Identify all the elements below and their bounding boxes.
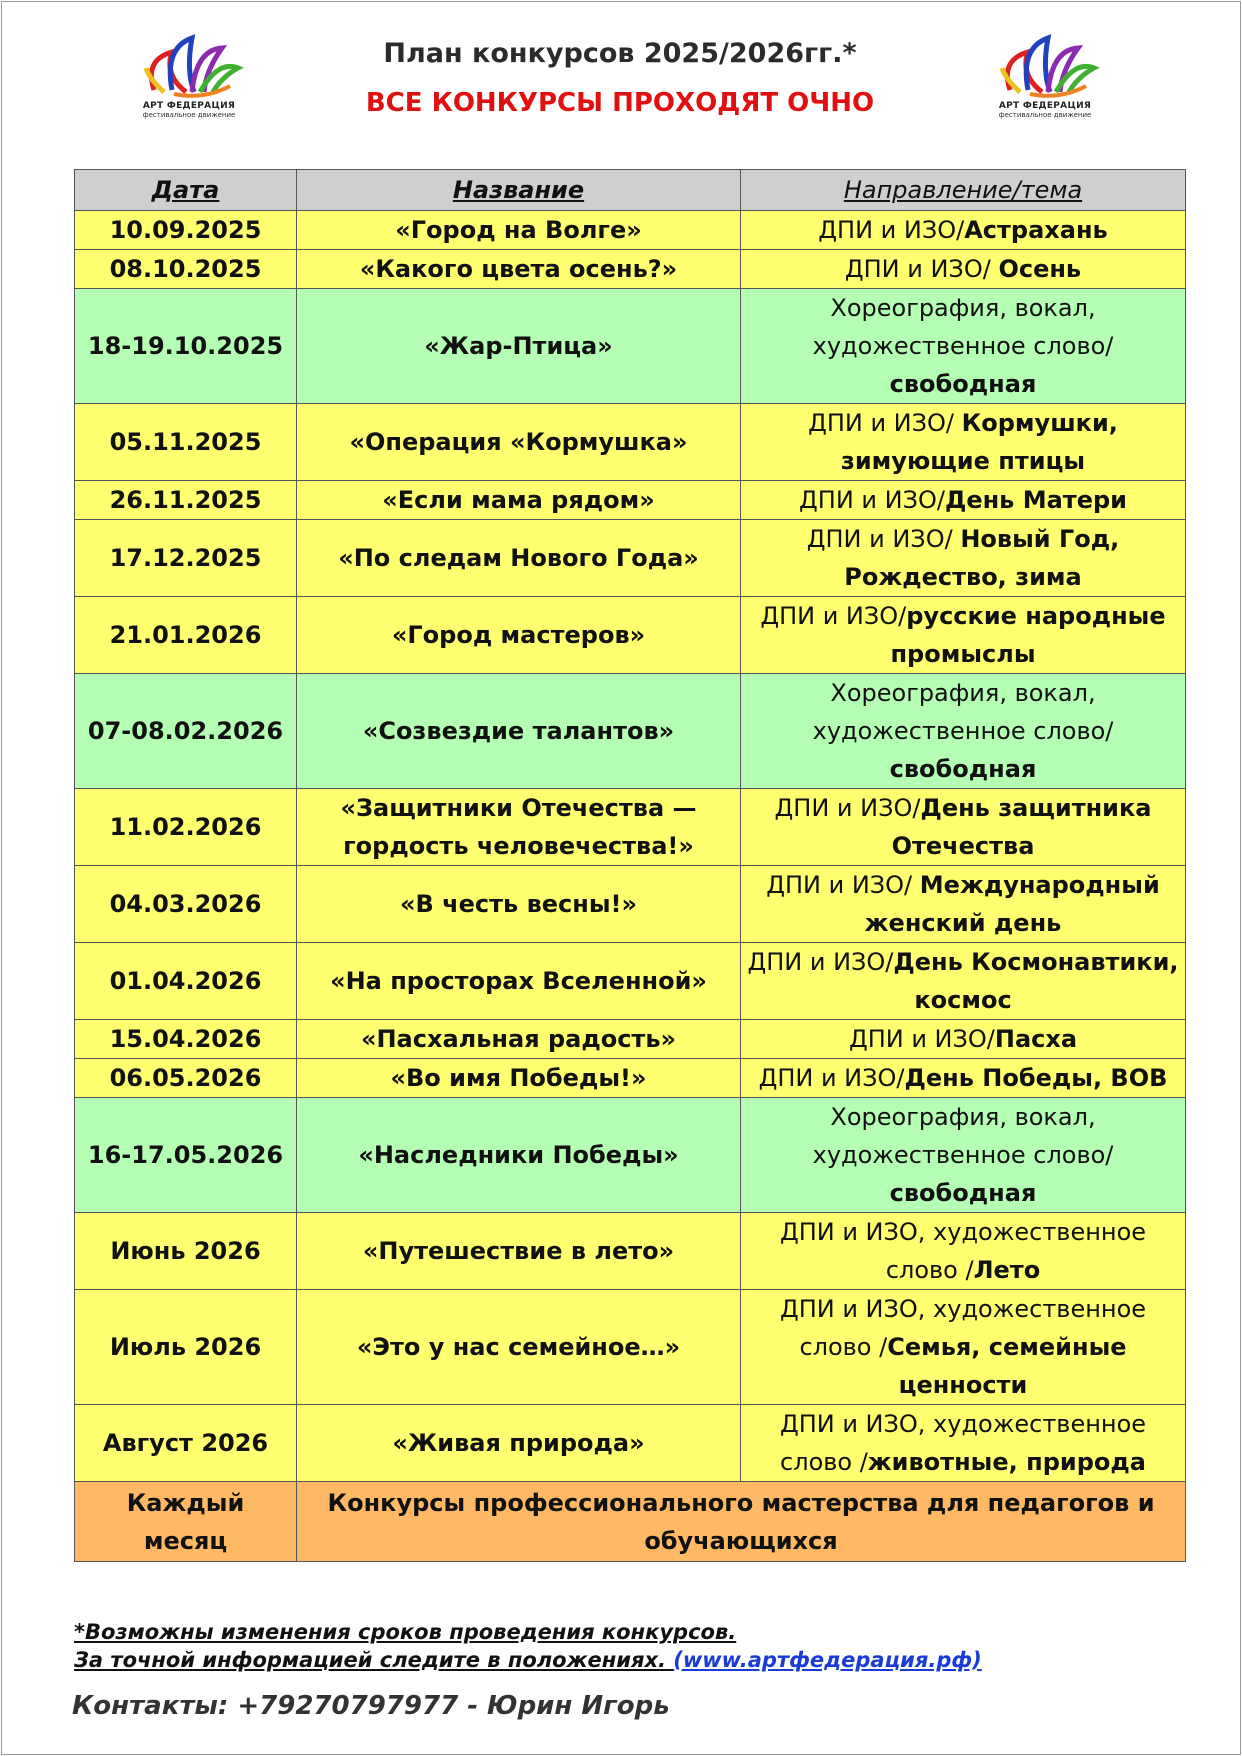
header-name: Название <box>297 170 741 211</box>
theme-direction: ДПИ и ИЗО/ <box>806 525 961 553</box>
row-theme <box>741 1020 1186 1059</box>
row-theme <box>741 289 1186 404</box>
row-theme <box>741 674 1186 789</box>
table-row <box>75 1290 1186 1405</box>
row-theme <box>741 789 1186 866</box>
table-row <box>75 404 1186 481</box>
table-header-row <box>75 170 1186 211</box>
table-row <box>75 481 1186 520</box>
logo-title: АРТ ФЕДЕРАЦИЯ <box>998 101 1092 111</box>
footnote-line-1: *Возможны изменения сроков проведения конкурсов. <box>74 1620 737 1644</box>
row-name: «Город на Волге» <box>297 211 741 250</box>
table-row <box>75 674 1186 789</box>
theme-topic: свободная <box>889 755 1037 783</box>
row-name: «Наследники Победы» <box>297 1098 741 1213</box>
theme-direction: ДПИ и ИЗО/ <box>818 216 965 244</box>
row-theme <box>741 520 1186 597</box>
row-theme <box>741 1059 1186 1098</box>
row-date: 10.09.2025 <box>75 211 297 250</box>
row-date: 05.11.2025 <box>75 404 297 481</box>
row-date: 26.11.2025 <box>75 481 297 520</box>
row-name: «В честь весны!» <box>297 866 741 943</box>
row-theme <box>741 211 1186 250</box>
theme-direction: ДПИ и ИЗО, художественное слово / <box>779 1295 1147 1361</box>
art-federation-logo-left <box>124 30 254 130</box>
theme-direction: ДПИ и ИЗО/ <box>848 1025 995 1053</box>
header-date: Дата <box>75 170 297 211</box>
row-date: 07-08.02.2026 <box>75 674 297 789</box>
theme-topic: Астрахань <box>964 216 1108 244</box>
logo-title: АРТ ФЕДЕРАЦИЯ <box>142 101 236 111</box>
theme-topic: Новый Год, Рождество, зима <box>844 525 1120 591</box>
row-date: Июнь 2026 <box>75 1213 297 1290</box>
row-date: Каждый месяц <box>75 1482 297 1562</box>
row-theme <box>741 481 1186 520</box>
row-name: «Пасхальная радость» <box>297 1020 741 1059</box>
page-title: План конкурсов 2025/2026гг.* <box>383 38 857 69</box>
row-theme <box>741 404 1186 481</box>
theme-direction: ДПИ и ИЗО, художественное слово / <box>779 1410 1147 1476</box>
theme-topic: животные, природа <box>867 1448 1146 1476</box>
row-name: «Во имя Победы!» <box>297 1059 741 1098</box>
row-theme <box>741 1290 1186 1405</box>
row-date: 17.12.2025 <box>75 520 297 597</box>
page-subtitle: ВСЕ КОНКУРСЫ ПРОХОДЯТ ОЧНО <box>365 88 875 118</box>
theme-topic: Кормушки, зимующие птицы <box>840 409 1118 475</box>
art-federation-logo-icon <box>990 30 1100 105</box>
header-theme: Направление/тема <box>741 170 1186 211</box>
contacts: Контакты: +79270797977 - Юрин Игорь <box>72 1691 670 1721</box>
art-federation-logo-icon <box>134 30 244 105</box>
row-theme <box>741 1098 1186 1213</box>
row-name: «Путешествие в лето» <box>297 1213 741 1290</box>
row-name: «Какого цвета осень?» <box>297 250 741 289</box>
row-theme <box>741 943 1186 1020</box>
row-date: 04.03.2026 <box>75 866 297 943</box>
row-name: «Жар-Птица» <box>297 289 741 404</box>
row-date: 15.04.2026 <box>75 1020 297 1059</box>
row-theme <box>741 1405 1186 1482</box>
theme-direction: ДПИ и ИЗО/ <box>758 1064 905 1092</box>
table-row <box>75 289 1186 404</box>
row-name: «По следам Нового Года» <box>297 520 741 597</box>
theme-topic: свободная <box>889 370 1037 398</box>
row-name: «Если мама рядом» <box>297 481 741 520</box>
table-row <box>75 520 1186 597</box>
theme-direction: ДПИ и ИЗО/ <box>774 794 921 822</box>
row-date: 08.10.2025 <box>75 250 297 289</box>
row-name: «Живая природа» <box>297 1405 741 1482</box>
table-row <box>75 250 1186 289</box>
theme-topic: свободная <box>889 1179 1037 1207</box>
theme-topic: День Космонавтики, космос <box>893 948 1179 1014</box>
row-name: «Защитники Отечества — гордость человечества!» <box>297 789 741 866</box>
row-theme <box>741 1213 1186 1290</box>
row-date: 01.04.2026 <box>75 943 297 1020</box>
table-row <box>75 789 1186 866</box>
row-date: 06.05.2026 <box>75 1059 297 1098</box>
row-name: Конкурсы профессионального мастерства для педагогов и обучающихся <box>297 1482 1186 1562</box>
theme-topic: Лето <box>973 1256 1041 1284</box>
table-row <box>75 1059 1186 1098</box>
row-name: «Созвездие талантов» <box>297 674 741 789</box>
row-date: 11.02.2026 <box>75 789 297 866</box>
theme-topic: День защитника Отечества <box>891 794 1152 860</box>
table-row <box>75 943 1186 1020</box>
row-name: «На просторах Вселенной» <box>297 943 741 1020</box>
table-row <box>75 211 1186 250</box>
contest-plan-table <box>74 169 1186 1562</box>
theme-direction: ДПИ и ИЗО/ <box>844 255 999 283</box>
theme-topic: Пасха <box>994 1025 1078 1053</box>
row-name: «Операция «Кормушка» <box>297 404 741 481</box>
theme-direction: ДПИ и ИЗО/ <box>760 602 907 630</box>
theme-topic: Семья, семейные ценности <box>887 1333 1127 1399</box>
table-row <box>75 1098 1186 1213</box>
website-link[interactable]: (www.артфедерация.рф) <box>673 1648 982 1672</box>
footnote-line-2: За точной информацией следите в положениях. <box>74 1648 674 1672</box>
theme-topic: Осень <box>998 255 1082 283</box>
row-name: «Город мастеров» <box>297 597 741 674</box>
theme-direction: ДПИ и ИЗО/ <box>747 948 894 976</box>
footnote <box>74 1618 982 1674</box>
theme-direction: Хореография, вокал, художественное слово/ <box>812 679 1114 745</box>
theme-direction: ДПИ и ИЗО/ <box>799 486 945 514</box>
theme-topic: День Матери <box>944 486 1127 514</box>
theme-direction: ДПИ и ИЗО/ <box>808 409 962 437</box>
table-row <box>75 597 1186 674</box>
row-date: 16-17.05.2026 <box>75 1098 297 1213</box>
table-row <box>75 1405 1186 1482</box>
theme-topic: русские народные промыслы <box>890 602 1166 668</box>
logo-subtitle: фестивальное движение <box>998 111 1092 119</box>
logo-subtitle: фестивальное движение <box>142 111 236 119</box>
row-theme <box>741 866 1186 943</box>
table-row <box>75 1213 1186 1290</box>
row-date: Июль 2026 <box>75 1290 297 1405</box>
theme-direction: Хореография, вокал, художественное слово/ <box>812 1103 1114 1169</box>
row-theme <box>741 250 1186 289</box>
row-date: Август 2026 <box>75 1405 297 1482</box>
table-row <box>75 866 1186 943</box>
theme-direction: Хореография, вокал, художественное слово/ <box>812 294 1114 360</box>
row-theme <box>741 597 1186 674</box>
row-date: 18-19.10.2025 <box>75 289 297 404</box>
art-federation-logo-right <box>980 30 1110 130</box>
table-row <box>75 1020 1186 1059</box>
row-name: «Это у нас семейное…» <box>297 1290 741 1405</box>
theme-direction: ДПИ и ИЗО/ <box>766 871 920 899</box>
row-date: 21.01.2026 <box>75 597 297 674</box>
theme-topic: День Победы, ВОВ <box>904 1064 1168 1092</box>
theme-direction: ДПИ и ИЗО, художественное слово / <box>779 1218 1147 1284</box>
theme-topic: Международный женский день <box>864 871 1160 937</box>
table-row-monthly <box>75 1482 1186 1562</box>
